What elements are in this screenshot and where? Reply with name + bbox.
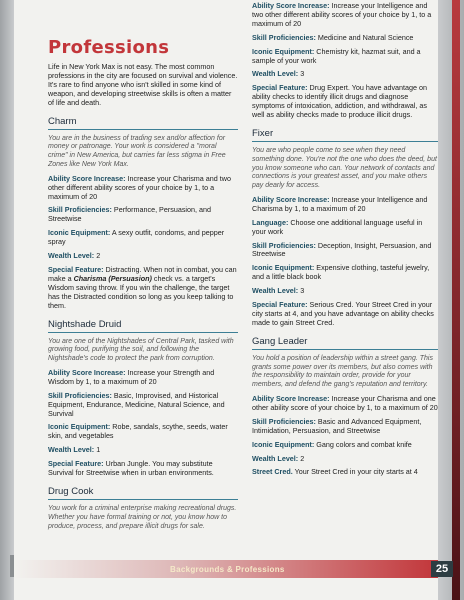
cook-wealth-value: 3	[300, 69, 305, 79]
charm-special-a: Distracting. When not in combat, you can make a	[48, 264, 237, 283]
language-label: Language:	[252, 217, 289, 227]
right-column	[252, 2, 438, 482]
charm-wealth	[48, 252, 238, 261]
gang-street-cred-text: Your Street Cred in your city starts at 4	[294, 467, 418, 477]
charm-asi-text: Increase your Charisma and two other different ability scores of your choice by 1, to a maximum of 20	[48, 173, 231, 201]
druid-flavor: You are one of the Nightshades of Central Park, tasked with growing food, purifying the soil, and following the Nightshade's code to protect the park from corruption.	[48, 337, 234, 363]
druid-heading: Nightshade Druid	[48, 319, 238, 333]
gang-street-cred	[252, 468, 438, 477]
cook-iconic	[252, 48, 438, 66]
druid-asi	[48, 369, 238, 387]
cook-special	[252, 84, 438, 120]
skill-label: Skill Proficiencies:	[252, 240, 316, 250]
gang-skill-text: Basic and Advanced Equipment, Intimidation, Persuasion, and Streetwise	[252, 416, 422, 435]
druid-iconic	[48, 423, 238, 441]
druid-special	[48, 460, 238, 478]
page-edge-right	[438, 0, 464, 600]
special-label: Special Feature:	[48, 459, 104, 469]
druid-asi-text: Increase your Strength and Wisdom by 1, to a maximum of 20	[48, 367, 215, 386]
page-edge-left	[0, 0, 14, 600]
asi-label: Ability Score Increase:	[252, 394, 330, 404]
druid-skill	[48, 392, 238, 419]
left-column	[48, 38, 238, 536]
gang-flavor: You hold a position of leadership within a street gang. This grants some power over its members, but also comes with the responsibility to maintain order, provide for your members, and defend the gang's reputation and territory.	[252, 354, 433, 389]
fixer-heading: Fixer	[252, 128, 438, 142]
intro-paragraph: Life in New York Max is not easy. The most common professions in the city are focused on survival and violence. It's rare to find anyone who isn't skilled in some kind of weapon, and developing streetwise skills is often a matter of life and death.	[48, 62, 238, 107]
gang-asi-text: Increase your Charisma and one other ability score of your choice by 1, to a maximum of 20	[252, 394, 438, 412]
fixer-iconic	[252, 264, 438, 282]
skill-label: Skill Proficiencies:	[252, 416, 316, 426]
charm-iconic	[48, 229, 238, 247]
fixer-asi	[252, 196, 438, 214]
fixer-skill	[252, 242, 438, 260]
charm-asi	[48, 175, 238, 202]
druid-iconic-text: Robe, sandals, scythe, seeds, water skin, and vegetables	[48, 422, 228, 441]
fixer-special-text: Serious Cred. Your Street Cred in your city starts at 4, and you have advantage on ability checks made to gain Street Cred.	[252, 300, 434, 327]
fixer-flavor: You are who people come to see when they need something done. You're not the one who does the deed, but you know someone who can. Your network of contacts and connections is your greatest asset, and you make others pay dearly for access.	[252, 146, 437, 190]
fixer-language	[252, 219, 438, 237]
charm-wealth-value: 2	[96, 251, 101, 261]
gang-wealth	[252, 455, 438, 464]
cook-wealth	[252, 70, 438, 79]
page-title: Professions	[48, 37, 170, 58]
charm-skill	[48, 206, 238, 224]
gang-skill	[252, 418, 438, 436]
wealth-label: Wealth Level:	[252, 286, 299, 296]
special-label: Special Feature:	[252, 83, 308, 93]
cook-flavor: You work for a criminal enterprise making recreational drugs. Whether you have formal training or not, you know how to produce, process, and prepare illicit drugs for sale.	[48, 504, 237, 530]
footer-section-title: Backgrounds & Professions	[170, 565, 285, 574]
cook-heading: Drug Cook	[48, 486, 238, 500]
fixer-asi-text: Increase your Intelligence and Charisma by 1, to a maximum of 20	[252, 194, 428, 213]
cook-asi	[252, 2, 438, 29]
charm-heading: Charm	[48, 116, 238, 130]
iconic-label: Iconic Equipment:	[252, 46, 315, 56]
iconic-label: Iconic Equipment:	[252, 439, 315, 449]
red-spine-strip	[452, 0, 460, 600]
charm-special-keyword: Charisma (Persuasion)	[73, 273, 152, 283]
wealth-label: Wealth Level:	[252, 453, 299, 463]
asi-label: Ability Score Increase:	[252, 1, 330, 10]
iconic-label: Iconic Equipment:	[48, 422, 111, 432]
iconic-label: Iconic Equipment:	[252, 263, 315, 273]
wealth-label: Wealth Level:	[252, 69, 299, 79]
skill-label: Skill Proficiencies:	[252, 32, 316, 42]
cook-asi-text: Increase your Intelligence and two other different ability scores of your choice by 1, to a maximum of 20	[252, 1, 432, 28]
wealth-label: Wealth Level:	[48, 445, 95, 455]
gang-wealth-value: 2	[300, 453, 305, 463]
gang-asi	[252, 395, 438, 413]
wealth-label: Wealth Level:	[48, 251, 95, 261]
special-label: Special Feature:	[48, 264, 104, 274]
druid-special-text: Urban Jungle. You may substitute Survival for Streetwise when in urban environments.	[48, 459, 214, 478]
cook-skill	[252, 34, 438, 43]
charm-special	[48, 266, 238, 311]
cook-skill-text: Medicine and Natural Science	[317, 32, 414, 42]
charm-iconic-text: A sexy outfit, condoms, and pepper spray	[48, 228, 225, 247]
asi-label: Ability Score Increase:	[48, 173, 126, 183]
cook-special-text: Drug Expert. You have advantage on ability checks to identify illicit drugs and diagnose symptoms of intoxication, addiction, and withdrawal, as well as ability checks made to produce illicit drugs.	[252, 83, 428, 120]
asi-label: Ability Score Increase:	[252, 194, 330, 204]
skill-label: Skill Proficiencies:	[48, 205, 112, 215]
page-sheet	[14, 0, 438, 600]
charm-special-b: check vs. a target's Wisdom saving throw. If you win the challenge, the target has the Distracted condition so long as you keep talking to them.	[48, 273, 234, 310]
gang-iconic-text: Gang colors and combat knife	[316, 439, 412, 449]
asi-label: Ability Score Increase:	[48, 367, 126, 377]
fixer-skill-text: Deception, Insight, Persuasion, and Streetwise	[252, 240, 432, 259]
cook-iconic-text: Chemistry kit, hazmat suit, and a sample of your work	[252, 46, 421, 65]
fixer-special	[252, 301, 438, 328]
fixer-wealth-value: 3	[300, 286, 305, 296]
druid-skill-text: Basic, Improvised, and Historical Equipment, Endurance, Medicine, Natural Science, and Survival	[48, 390, 225, 418]
druid-wealth	[48, 446, 238, 455]
gang-iconic	[252, 441, 438, 450]
skill-label: Skill Proficiencies:	[48, 390, 112, 400]
charm-skill-text: Performance, Persuasion, and Streetwise	[48, 205, 212, 224]
page-number: 25	[431, 561, 453, 577]
special-label: Special Feature:	[252, 300, 308, 310]
fixer-language-text: Choose one additional language useful in your work	[252, 217, 423, 236]
charm-flavor: You are in the business of trading sex and/or affection for money or patronage. Your work is considered a "moral crime" in New America, but carries far less stigma in Free Zones like New York Max.	[48, 134, 226, 168]
fixer-iconic-text: Expensive clothing, tasteful jewelry, and a little black book	[252, 263, 430, 282]
street-cred-label: Street Cred.	[252, 467, 293, 477]
gang-heading: Gang Leader	[252, 336, 438, 350]
fixer-wealth	[252, 287, 438, 296]
druid-wealth-value: 1	[96, 445, 101, 455]
iconic-label: Iconic Equipment:	[48, 228, 111, 238]
